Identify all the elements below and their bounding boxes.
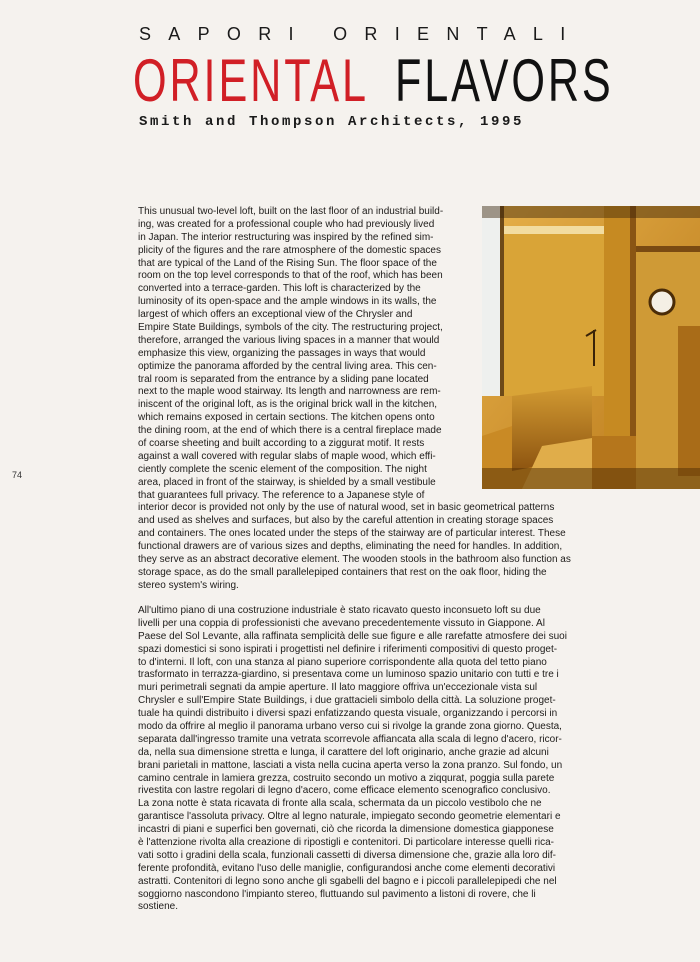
text-line: rivestita con lastre regolari di legno d'acero, come efficace elemento scenografico conclusivo. [138,785,551,797]
text-line: La zona notte è stata ricavata di fronte alla scala, schermata da un piccolo vestibolo che ne [138,798,542,810]
text-line: optimize the panorama afforded by the central living area. This cen- [138,360,437,372]
text-line: therefore, arranged the various living spaces in a manner that would [138,334,440,346]
text-line: largest of which offers an exceptional view of the Chrysler and [138,309,413,321]
text-line: to d'interni. Il loft, con una stanza al piano superiore corrispondente alla quota del tetto piano [138,656,547,668]
text-line: brani parietali in mattone, lasciati a vista nella cucina aperta verso la zona pranzo. Sul fondo, un [138,759,563,771]
text-line: astratti. Contenitori di legno sono anche gli sgabelli del bagno e i piccoli parallelepipedi che nel [138,875,557,887]
text-line: they serve as an abstract decorative element. The wooden stools in the bathroom also function as [138,554,571,566]
text-line: and containers. The ones located under the steps of the stairway are of particular interest. These [138,528,566,540]
text-line: converted into a terrace-garden. This loft is characterized by the [138,283,421,295]
text-line: functional drawers are of various sizes and depths, eliminating the need for handles. In addition, [138,541,563,553]
text-line: tral room is separated from the entrance by a sliding pane located [138,373,429,385]
text-line: plicity of the figures and the rare atmosphere of the domestic spaces [138,244,441,256]
text-line: This unusual two-level loft, built on the last floor of an industrial build- [138,206,444,217]
text-line: and used as shelves and surfaces, but also by the careful attention in creating storage spaces [138,515,554,527]
page-title [133,44,613,118]
english-text [138,206,698,593]
text-line: the dining room, at the end of which there is a central fireplace made [138,425,442,437]
architect-credit: Smith and Thompson Architects, 1995 [139,114,525,130]
text-line: garantisce l'assoluta privacy. Oltre al legno naturale, impiegato secondo geometrie elementari e [138,811,561,823]
text-line: spazi domestici si sono ispirati i progettisti nel definire i riferimenti compositivi di questo proget- [138,643,558,655]
text-line: area, placed in front of the stairway, is shielded by a small vestibule [138,476,436,488]
text-line: modo da offrire al meglio il panorama urbano verso cui si rivolge la grande zona giorno. Questa, [138,721,562,733]
text-line: All'ultimo piano di una costruzione industriale è stato ricavato questo inconsueto loft su due [138,605,541,616]
text-line: vati sotto i gradini della scala, funzionali cassetti di diversa dimensione che, grazie alla loro dif- [138,849,556,861]
text-line: muri perimetrali segnati da ampie aperture. Il lato maggiore offriva un'eccezionale vista sul [138,682,538,694]
text-line: è l'attenzione rivolta alla creazione di ripostigli e contenitori. Di particolare interesse quelli rica- [138,837,555,849]
text-line: camino centrale in lamiera grezza, costruito secondo un motivo a ziqqurat, poggia sulla parete [138,772,555,784]
text-line: soggiorno nascondono l'impianto stereo, fluttuando sul pavimento a listoni di rovere, che li [138,888,536,900]
text-line: next to the maple wood stairway. Its length and narrowness are rem- [138,386,441,398]
text-line: incastri di piani e superfici ben governati, ciò che ricorda la dimensione domestica giapponese [138,824,554,836]
text-line: that are typical of the Land of the Rising Sun. The floor space of the [138,257,437,269]
text-line: ciently complete the scenic element of the composition. The night [138,463,427,475]
text-line: emphasize this view, organizing the passages in ways that would [138,347,426,359]
text-line: trasformato in terrazza-giardino, si presentava come un luminoso spazio unitario con tutti e tre i [138,669,559,681]
text-line: in Japan. The interior restructuring was inspired by the refined sim- [138,231,434,243]
title-red-word: ORIENTAL [133,47,369,114]
text-line: iniscent of the original loft, as is the original brick wall in the kitchen, [138,399,438,411]
text-line: room on the top level corresponds to that of the roof, which has been [138,270,443,282]
text-line: which remains exposed in certain sections. The kitchen opens onto [138,412,435,424]
text-line: that guarantees full privacy. The reference to a Japanese style of [138,489,425,501]
text-line: separata dall'ingresso tramite una vetrata scorrevole affiancata alla scala di legno d'acero, ricor- [138,733,562,745]
text-line: interior decor is provided not only by the use of natural wood, set in basic geometrical patterns [138,502,555,514]
text-line: Empire State Buildings, symbols of the city. The restructuring project, [138,322,443,334]
title-black-word: FLAVORS [395,47,614,114]
page-number: 74 [12,470,23,480]
text-line: ferente profondità, evitano l'uso delle maniglie, configurandosi anche come elementi decorativi [138,862,556,874]
text-line: luminosity of its open-space and the ample windows in its walls, the [138,296,437,308]
text-line: Paese del Sol Levante, alla raffinata semplicità delle sue figure e alle rarefatte atmosfere dei suoi [138,630,567,642]
text-line: stereo system's wiring. [138,579,239,591]
text-line: sostiene. [138,901,179,913]
text-line: of coarse sheeting and built according to a ziggurat motif. It rests [138,438,425,450]
text-line: storage space, as do the small parallelepiped containers that rest on the oak floor, hiding the [138,566,547,578]
text-line: Chrysler e sull'Empire State Buildings, i due grattacieli simbolo della città. La soluzione proget- [138,695,556,707]
text-line: against a wall covered with regular slabs of maple wood, which effi- [138,450,436,462]
text-line: ing, was created for a professional couple who had previously lived [138,218,435,230]
text-line: da, nella sua dimensione stretta e lunga, il carattere del loft originario, anche grazie ad alcuni [138,746,549,758]
text-line: livelli per una coppia di professionisti che avevano precedentemente vissuto in Giappone. Al [138,617,545,629]
italian-text [138,605,698,914]
text-line: tuale ha quindi distribuito i diversi spazi enfatizzando questa visuale, organizzando i percorsi in [138,708,558,720]
supertitle: SAPORI ORIENTALI [139,24,583,44]
